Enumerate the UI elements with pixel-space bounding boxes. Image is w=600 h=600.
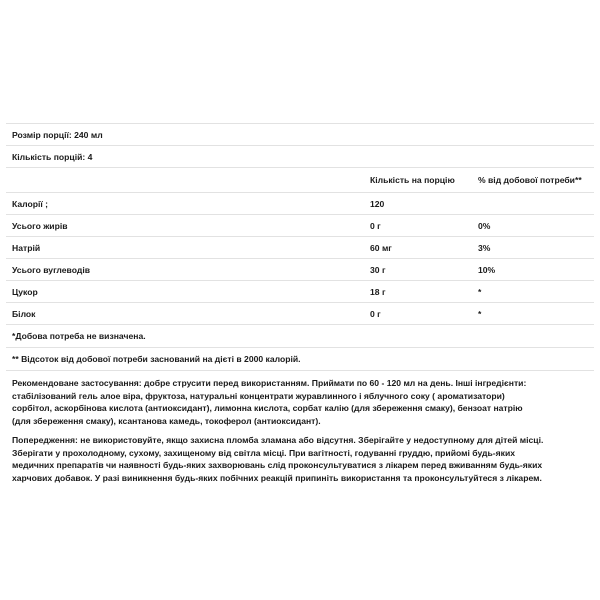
recommended-use-paragraph [12, 377, 594, 427]
footnote-not-established: *Добова потреба не визначена. [6, 325, 594, 348]
table-row [6, 237, 594, 259]
table-row [6, 193, 594, 215]
nutrient-amount: 0 г [364, 215, 472, 237]
usage-line: Рекомендоване застосування: добре струсити перед використанням. Приймати по 60 - 120 мл на день. Інші інгредієнти: [12, 378, 527, 388]
nutrition-facts-table [6, 123, 594, 371]
header-empty-cell [6, 168, 364, 193]
nutrient-name: Цукор [6, 281, 364, 303]
nutrient-daily-value: 0% [472, 215, 594, 237]
header-daily-value: % від добової потреби** [472, 168, 594, 193]
nutrient-name: Білок [6, 303, 364, 325]
usage-line: (для збереження смаку), ксантанова камедь, токоферол (антиоксидант). [12, 415, 321, 426]
table-row [6, 281, 594, 303]
nutrient-daily-value: * [472, 281, 594, 303]
table-row [6, 215, 594, 237]
serving-size: Розмір порції: 240 мл [6, 124, 594, 146]
usage-line: сорбітол, аскорбінова кислота (антиоксидант), лимонна кислота, сорбат калію (для збереження смаку), бензоат натрію [12, 403, 523, 414]
nutrient-name: Усього жирів [6, 215, 364, 237]
nutrient-name: Усього вуглеводів [6, 259, 364, 281]
footnote-row [6, 348, 594, 371]
warning-line: медичних препаратів чи наявності будь-яких захворювань слід проконсультуватися з лікарем перед вживанням будь-яких [12, 460, 543, 471]
nutrient-daily-value [472, 193, 594, 215]
nutrient-daily-value: * [472, 303, 594, 325]
header-amount-per-serving: Кількість на порцію [364, 168, 472, 193]
nutrient-name: Натрій [6, 237, 364, 259]
serving-count-row [6, 146, 594, 168]
usage-line: стабілізований гель алое віра, фруктоза, натуральні концентрати журавлинного і яблучного соку ( ароматизатори) [12, 390, 505, 401]
nutrient-name: Калорії ; [6, 193, 364, 215]
table-row [6, 259, 594, 281]
nutrient-daily-value: 10% [472, 259, 594, 281]
nutrient-daily-value: 3% [472, 237, 594, 259]
nutrient-amount: 30 г [364, 259, 472, 281]
footnote-row [6, 325, 594, 348]
serving-size-row [6, 124, 594, 146]
table-row [6, 303, 594, 325]
warning-line: Попередження: не використовуйте, якщо захисна пломба зламана або відсутня. Зберігайте у недоступному для дітей місці. [12, 435, 544, 445]
nutrient-amount: 60 мг [364, 237, 472, 259]
warning-line: Зберігати у прохолодному, сухому, захищеному від світла місці. При вагітності, годуванні груддю, прийомі будь-яких [12, 447, 516, 458]
serving-count: Кількість порцій: 4 [6, 146, 594, 168]
nutrient-amount: 18 г [364, 281, 472, 303]
footnote-daily-value-basis: ** Відсоток від добової потреби заснований на дієті в 2000 калорій. [6, 348, 594, 371]
warning-paragraph [12, 434, 594, 484]
table-header-row [6, 168, 594, 193]
nutrient-amount: 0 г [364, 303, 472, 325]
warning-line: харчових добавок. У разі виникнення будь-яких побічних реакцій припиніть використання та проконсультуйтеся з лікарем. [12, 472, 542, 483]
nutrient-amount: 120 [364, 193, 472, 215]
